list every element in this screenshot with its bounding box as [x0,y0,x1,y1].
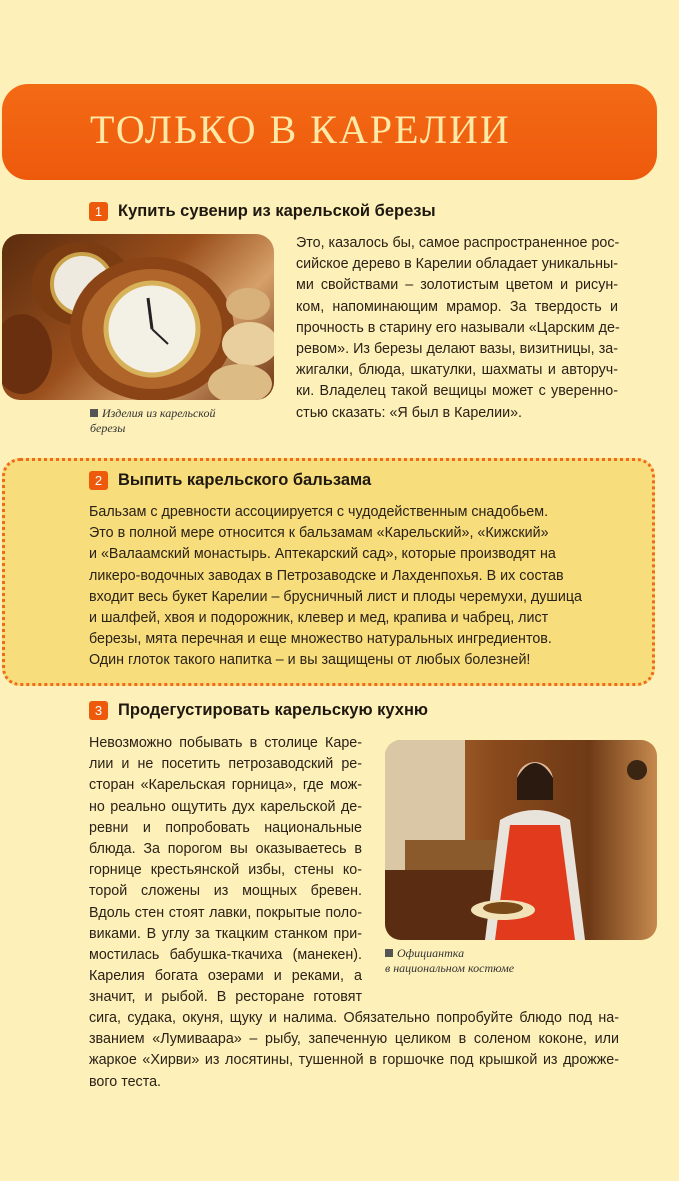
section-number-badge: 1 [89,202,108,221]
caption-square-icon [90,409,98,417]
section-title: Выпить карельского бальзама [118,470,372,489]
photo-caption-2: Официантка в национальном костюме [385,946,515,975]
caption-square-icon [385,949,393,957]
section-title: Продегустировать карельскую кухню [118,700,429,719]
birch-souvenirs-photo [2,234,274,400]
section-number-badge: 3 [89,701,108,720]
section-2-heading [89,468,371,492]
section-3-text-left: Невозможно побывать в столице Каре- лии и не посетить петрозаводский ре- сторан «Карельская горница», где мож- но реально ощутить дух карельской де- ревни и попробовать национальные блюда. За порогом вы оказываетесь в горнице крестьянской избы, стены ко- торой сложены из мощных бревен. Вдоль стен стоят лавки, покрытые поло- виками. В углу за ткацким станком при- мостилась бабушка-ткачиха (манекен). Карелия богата озерами и реками, а значит, и рыбой. В ресторане готовят [89,735,362,1006]
page-title: ТОЛЬКО В КАРЕЛИИ [90,107,511,152]
section-title: Купить сувенир из карельской березы [118,201,436,220]
section-1-text: Это, казалось бы, самое распространенное рос- сийское дерево в Карелии обладает уникальны- ми свойствами – золотистым цветом и рисун- ком, напоминающим мрамор. За твердость и прочность в старину его называли «Царским де- ревом». Из березы делают вазы, визитницы, за- жигалки, блюда, шкатулки, шахматы и авторуч- ки. Владелец такой вещицы может с уверенно- стью сказать: «Я был в Карелии». [296,235,620,421]
title-banner [2,84,657,180]
section-2-text: Бальзам с древности ассоциируется с чудодейственным снадобьем. Это в полной мере относится к бальзамам «Карельский», «Кижский» и «Валаамский монастырь. Аптекарский сад», которые производят на ликеро-водочных заводах в Петрозаводске и Лахденпохья. В их состав входит весь букет Карелии – брусничный лист и плоды черемухи, душица и шалфей, хвоя и подорожник, клевер и мед, крапива и чабрец, лист березы, мята перечная и еще множество натуральных ингредиентов. Один глоток такого напитка – и вы защищены от любых болезней! [89,504,582,669]
waitress-photo [385,740,657,940]
photo-caption-1: Изделия из карельской березы [90,406,216,435]
section-number-badge: 2 [89,471,108,490]
section-3-text-full: сига, судака, окуня, щуку и налима. Обязательно попробуйте блюдо под на- званием «Лумиваара» – рыбу, запеченную целиком в соленом коконе, или жаркое «Хирви» из лосятины, тушенной в горшочке под крышкой из дрожже- вого теста. [89,1010,619,1090]
section-1-heading [89,199,436,223]
section-3-heading [89,698,428,722]
